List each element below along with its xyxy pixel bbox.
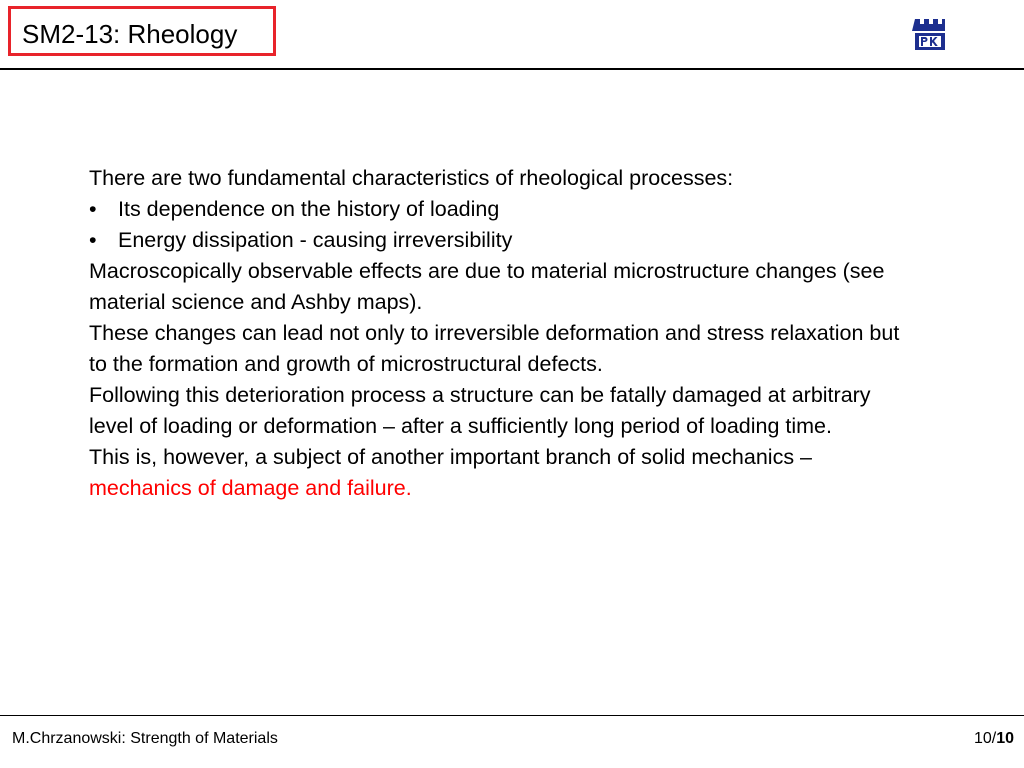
- title-box: [8, 6, 276, 56]
- university-logo: [912, 16, 948, 52]
- bullet-text: Energy dissipation - causing irreversibility: [118, 228, 513, 252]
- intro-text: There are two fundamental characteristics of rheological processes:: [89, 166, 734, 190]
- paragraph-damage-mechanics: [89, 442, 909, 504]
- list-item: [89, 194, 909, 225]
- footer-divider: [0, 715, 1024, 716]
- paragraph-macroscopic: Macroscopically observable effects are due to material microstructure changes (see material science and Ashby maps).: [89, 259, 885, 314]
- bullet-text: Its dependence on the history of loading: [118, 197, 500, 221]
- pk-logo-icon: [912, 16, 948, 52]
- slide-title: SM2-13: Rheology: [22, 19, 238, 49]
- footer-author: M.Chrzanowski: Strength of Materials: [12, 730, 278, 747]
- bullet-icon: •: [89, 228, 97, 252]
- paragraph-deterioration: Following this deterioration process a structure can be fatally damaged at arbitrary level of loading or deformation – after a sufficiently long period of loading time.: [89, 383, 871, 438]
- page-total: 10: [996, 730, 1014, 747]
- paragraph-text: This is, however, a subject of another important branch of solid mechanics –: [89, 445, 813, 469]
- bullet-list: [89, 194, 909, 256]
- list-item: [89, 225, 909, 256]
- page-number: [974, 729, 1014, 749]
- paragraph-changes: These changes can lead not only to irreversible deformation and stress relaxation but to the formation and growth of microstructural defects.: [89, 321, 900, 376]
- page-current: 10/: [973, 730, 997, 747]
- header-divider: [0, 68, 1024, 70]
- bullet-icon: •: [89, 197, 97, 221]
- highlighted-text: mechanics of damage and failure.: [89, 476, 412, 500]
- slide-body: [89, 163, 909, 504]
